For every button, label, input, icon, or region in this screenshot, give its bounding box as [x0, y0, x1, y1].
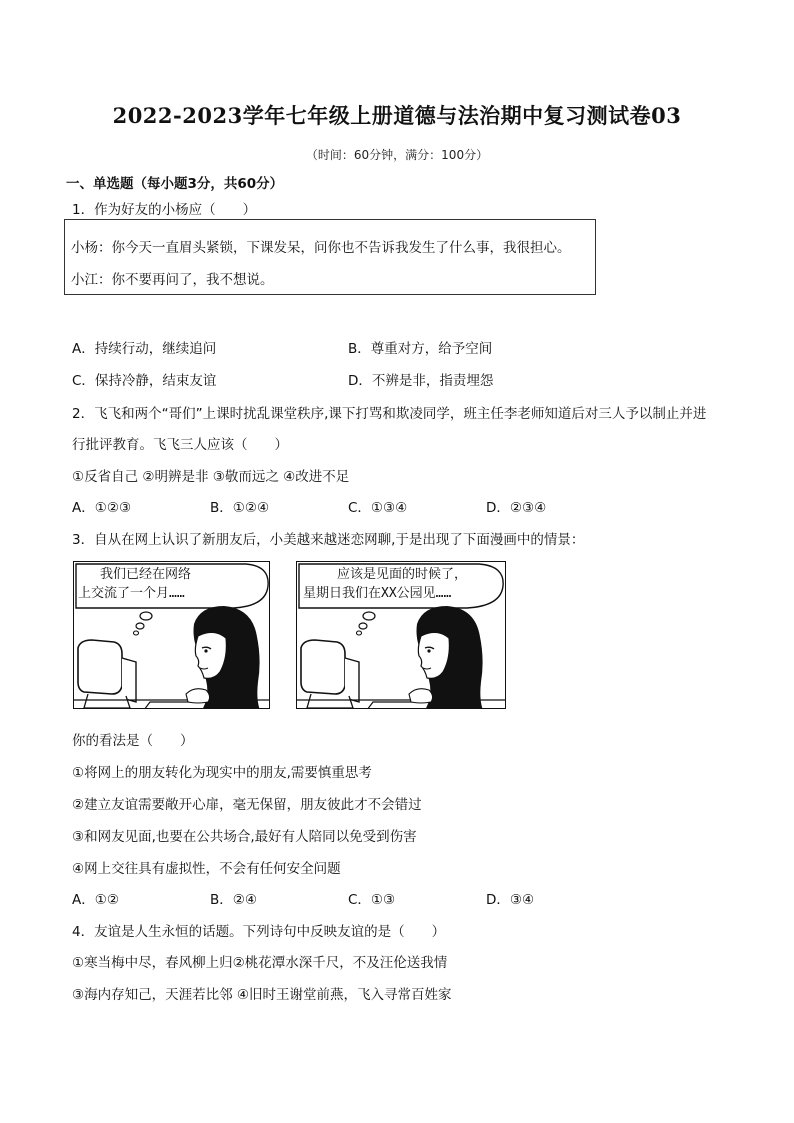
q1-dialog-box [64, 219, 596, 295]
q3-option-c[interactable]: C．①③ [348, 892, 396, 908]
q3-stem: 3．自从在网上认识了新朋友后，小美越来越迷恋网聊,于是出现了下面漫画中的情景： [72, 532, 585, 548]
comic-1-bubble-line: 上交流了一个月…… [78, 586, 185, 601]
q4-stem: 4．友谊是人生永恒的话题。下列诗句中反映友谊的是（ ） [72, 924, 446, 940]
comic-panel-2 [296, 561, 506, 709]
q3-option-d[interactable]: D．③④ [486, 892, 535, 908]
q2-option-a[interactable]: A．①②③ [72, 500, 132, 516]
q1-dialog-line: 小江：你不要再问了，我不想说。 [71, 272, 274, 288]
q1-option-a[interactable]: A．持续行动，继续追问 [72, 341, 217, 357]
q2-stem-line: 2．飞飞和两个“哥们”上课时扰乱课堂秩序,课下打骂和欺凌同学，班主任李老师知道后对三人予以制止并进 [72, 406, 707, 422]
exam-title: 2022-2023学年七年级上册道德与法治期中复习测试卷03 [112, 103, 682, 128]
q2-option-b[interactable]: B．①②④ [210, 500, 270, 516]
q2-option-d[interactable]: D．②③④ [486, 500, 547, 516]
q3-item: ①将网上的朋友转化为现实中的朋友,需要慎重思考 [72, 765, 372, 781]
comic-2-bubble-line: 应该是见面的时候了， [337, 567, 468, 582]
q3-option-b[interactable]: B．②④ [210, 892, 257, 908]
q1-option-d[interactable]: D．不辨是非，指责埋怨 [348, 373, 494, 389]
q1-option-b[interactable]: B．尊重对方，给予空间 [348, 341, 493, 357]
comic-1-bubble-line: 我们已经在网络 [100, 567, 192, 582]
q3-item: ③和网友见面,也要在公共场合,最好有人陪同以免受到伤害 [72, 829, 417, 845]
q1-stem: 1．作为好友的小杨应（ ） [72, 202, 257, 218]
q2-stem-line: 行批评教育。飞飞三人应该（ ） [72, 437, 288, 453]
q3-item: ④网上交往具有虚拟性，不会有任何安全问题 [72, 861, 341, 877]
q2-option-c[interactable]: C．①③④ [348, 500, 408, 516]
q3-item: ②建立友谊需要敞开心扉，毫无保留，朋友彼此才不会错过 [72, 797, 422, 813]
q4-item-line: ③海内存知己，天涯若比邻 ④旧时王谢堂前燕，飞入寻常百姓家 [72, 987, 452, 1003]
q1-option-c[interactable]: C．保持冷静，结束友谊 [72, 373, 217, 389]
comic-panel-1 [73, 561, 270, 709]
exam-subtitle: （时间：60分钟，满分：100分） [305, 148, 489, 162]
q4-item-line: ①寒当梅中尽，春风柳上归②桃花潭水深千尺，不及汪伦送我情 [72, 955, 448, 971]
q3-prompt: 你的看法是（ ） [72, 733, 194, 749]
q3-option-a[interactable]: A．①② [72, 892, 119, 908]
comic-2-bubble-line: 星期日我们在XX公园见…… [303, 586, 452, 601]
q1-dialog-line: 小杨：你今天一直眉头紧锁，下课发呆，问你也不告诉我发生了什么事，我很担心。 [71, 240, 571, 256]
section-heading: 一、单选题（每小题3分，共60分） [66, 176, 284, 192]
q2-items: ①反省自己 ②明辨是非 ③敬而远之 ④改进不足 [72, 469, 350, 485]
